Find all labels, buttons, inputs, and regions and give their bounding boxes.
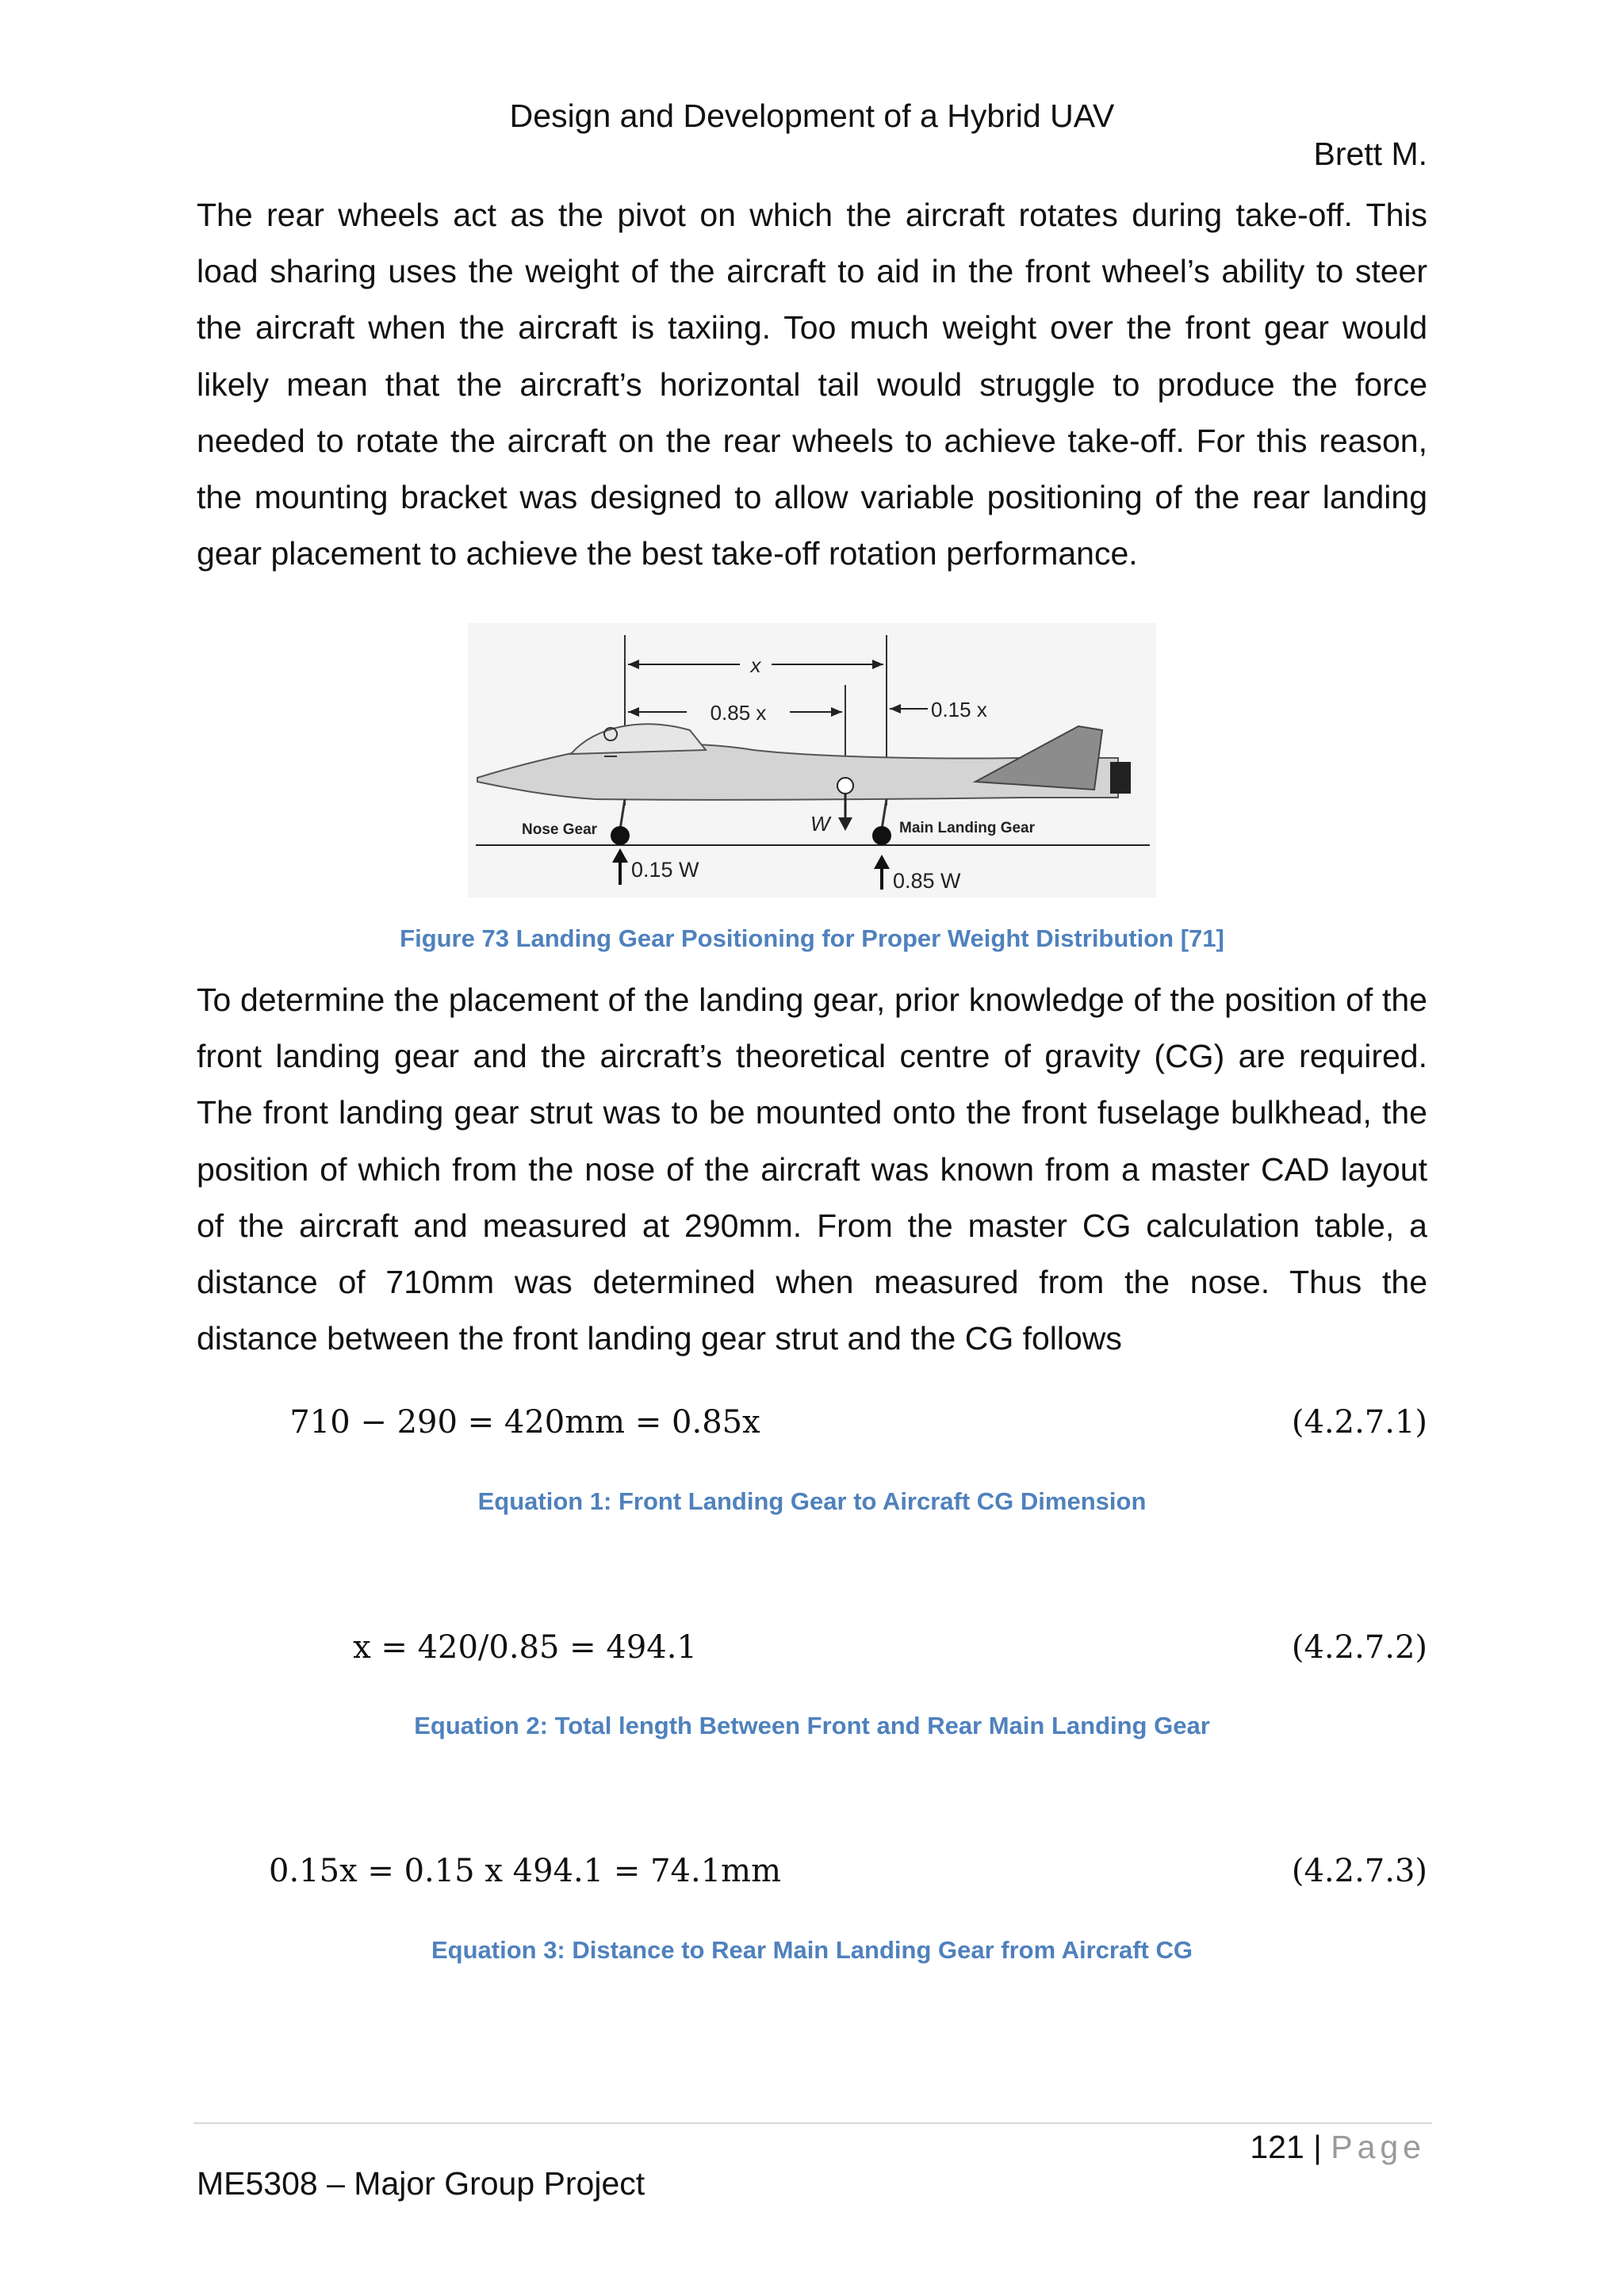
nose-gear-wheel bbox=[611, 826, 630, 845]
main-load-label: 0.85 W bbox=[893, 869, 961, 893]
equation-2-caption: Equation 2: Total length Between Front and Rear Main Landing Gear bbox=[414, 1712, 1210, 1739]
engine-nozzle bbox=[1110, 762, 1131, 794]
footer-divider bbox=[193, 2122, 1432, 2124]
figure-caption: Figure 73 Landing Gear Positioning for Proper Weight Distribution [71] bbox=[400, 924, 1224, 952]
rear-segment-label: 0.15 x bbox=[931, 698, 987, 721]
page-number-separator: | bbox=[1313, 2129, 1322, 2165]
equation-1: 710 − 290 = 420mm = 0.85x bbox=[289, 1404, 760, 1441]
equation-3: 0.15x = 0.15 x 494.1 = 74.1mm bbox=[269, 1853, 781, 1889]
equation-1-number: (4.2.7.1) bbox=[1291, 1404, 1427, 1441]
x-label: x bbox=[750, 653, 761, 677]
equation-2: x = 420/0.85 = 494.1 bbox=[353, 1629, 697, 1666]
front-segment-label: 0.85 x bbox=[710, 701, 767, 725]
equation-1-caption: Equation 1: Front Landing Gear to Aircraft CG Dimension bbox=[477, 1487, 1147, 1515]
nose-gear-label: Nose Gear bbox=[522, 821, 598, 838]
equation-3-caption: Equation 3: Distance to Rear Main Landing Gear from Aircraft CG bbox=[431, 1936, 1193, 1964]
nose-load-label: 0.15 W bbox=[631, 858, 699, 882]
equation-3-number: (4.2.7.3) bbox=[1291, 1853, 1427, 1889]
landing-gear-figure bbox=[468, 623, 1156, 897]
weight-label: W bbox=[810, 812, 830, 836]
footer-course: ME5308 – Major Group Project bbox=[197, 2165, 645, 2202]
body-paragraph-1: The rear wheels act as the pivot on which the aircraft rotates during take-off. This load sharing uses the weight of the aircraft to aid in the front wheel’s ability to steer the aircraft when the aircraft is taxiing. Too much weight over the front gear would likely mean that the aircraft’s horizontal tail would struggle to produce the force needed to rotate the aircraft on the rear wheels to achieve take-off. For this reason, the mounting bracket was designed to allow variable positioning of the rear landing gear placement to achieve the best take-off rotation performance. bbox=[197, 197, 1427, 572]
page-label: Page bbox=[1331, 2129, 1426, 2165]
cg-marker bbox=[837, 778, 853, 794]
main-gear-wheel bbox=[872, 826, 891, 845]
body-paragraph-2: To determine the placement of the landing gear, prior knowledge of the position of the front landing gear and the aircraft’s theoretical centre of gravity (CG) are required. The front landing gear strut was to be mounted onto the front fuselage bulkhead, the position of which from the nose of the aircraft was known from a master CAD layout of the aircraft and measured at 290mm. From the master CG calculation table, a distance of 710mm was determined when measured from the nose. Thus the distance between the front landing gear strut and the CG follows bbox=[197, 982, 1427, 1357]
page-number-value: 121 bbox=[1250, 2129, 1304, 2165]
page-number bbox=[1250, 2125, 1426, 2169]
main-gear-label: Main Landing Gear bbox=[899, 820, 1036, 836]
page-header-title: Design and Development of a Hybrid UAV bbox=[509, 98, 1115, 134]
page-header-author: Brett M. bbox=[1313, 136, 1427, 172]
equation-2-number: (4.2.7.2) bbox=[1291, 1629, 1427, 1666]
